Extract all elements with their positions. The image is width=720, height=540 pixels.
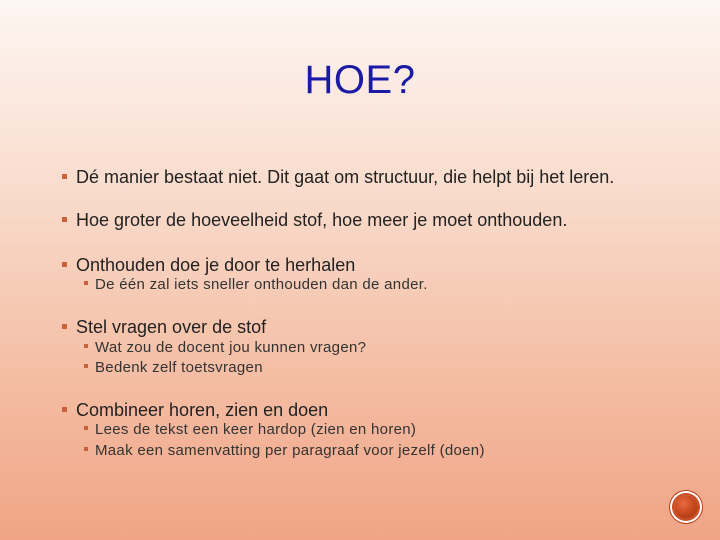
sub-bullet-text: Wat zou de docent jou kunnen vragen? <box>95 339 367 356</box>
bullet-item <box>62 210 567 231</box>
square-bullet-icon <box>62 324 67 329</box>
square-bullet-icon <box>84 447 88 451</box>
square-bullet-icon <box>84 281 88 285</box>
sub-bullet-item <box>84 359 263 376</box>
square-bullet-icon <box>62 262 67 267</box>
sub-bullet-text: Bedenk zelf toetsvragen <box>95 359 263 376</box>
bullet-text: Onthouden doe je door te herhalen <box>76 255 356 275</box>
square-bullet-icon <box>62 217 67 222</box>
bullet-item <box>62 255 355 276</box>
bullet-item <box>62 167 614 188</box>
sub-bullet-text: Maak een samenvatting per paragraaf voor jezelf (doen) <box>95 442 485 459</box>
bullet-item <box>62 400 328 421</box>
sub-bullet-item <box>84 442 485 459</box>
slide-title: HOE? <box>304 58 416 102</box>
sub-bullet-item <box>84 421 416 438</box>
square-bullet-icon <box>84 344 88 348</box>
bullet-item <box>62 317 266 338</box>
sub-bullet-text: De één zal iets sneller onthouden dan de ander. <box>95 276 428 293</box>
circle-nav-button-icon <box>674 495 698 519</box>
bullet-text: Stel vragen over de stof <box>76 317 267 337</box>
bullet-text: Combineer horen, zien en doen <box>76 400 329 420</box>
sub-bullet-item <box>84 339 366 356</box>
square-bullet-icon <box>84 364 88 368</box>
square-bullet-icon <box>62 174 67 179</box>
sub-bullet-item <box>84 276 428 293</box>
bullet-text: Dé manier bestaat niet. Dit gaat om structuur, die helpt bij het leren. <box>76 167 615 187</box>
square-bullet-icon <box>62 407 67 412</box>
nav-button[interactable] <box>670 491 702 523</box>
bullet-text: Hoe groter de hoeveelheid stof, hoe meer je moet onthouden. <box>76 210 568 230</box>
sub-bullet-text: Lees de tekst een keer hardop (zien en horen) <box>95 421 417 438</box>
square-bullet-icon <box>84 426 88 430</box>
